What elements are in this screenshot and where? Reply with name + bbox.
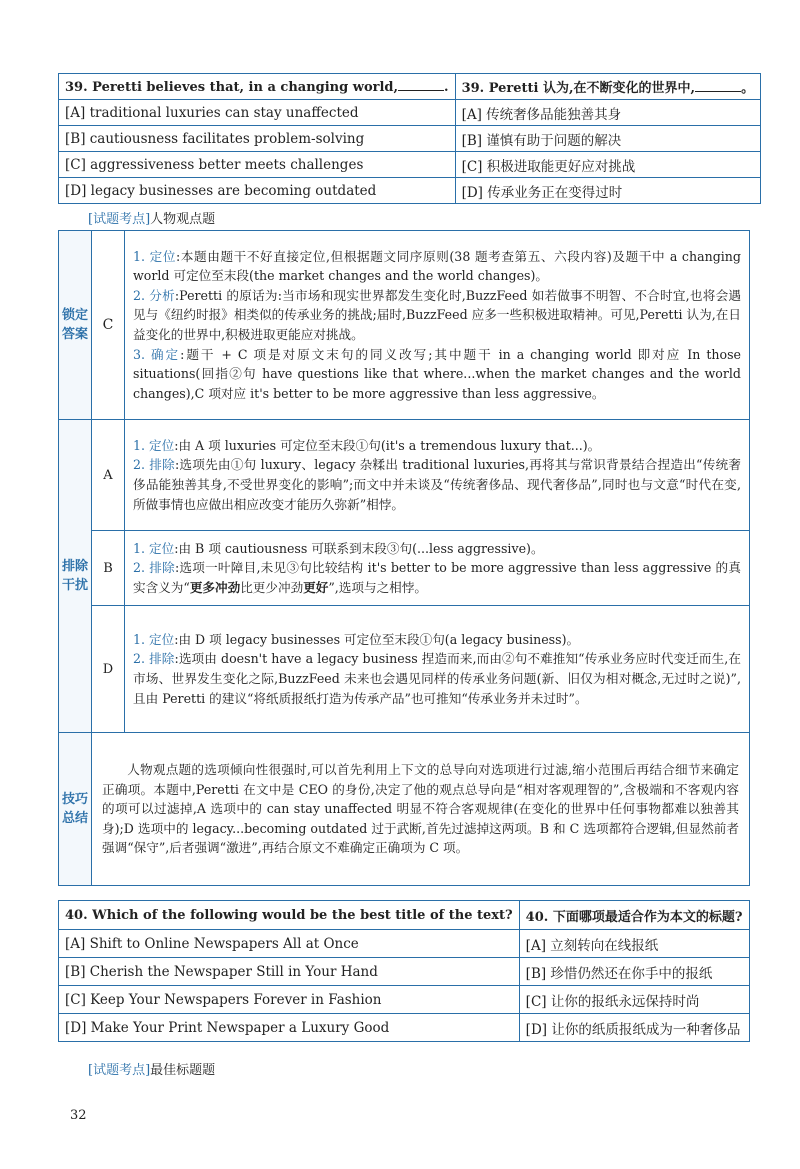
exclude-a-body xyxy=(125,420,750,531)
answer-blank xyxy=(398,78,444,91)
q40-stem-row xyxy=(59,901,750,930)
lock-answer-label: 锁定 答案 xyxy=(59,231,92,420)
analysis-table xyxy=(58,230,750,886)
q40-exam-point: [试题考点]最佳标题题 xyxy=(88,1063,216,1078)
q40-option-a-en: [A] Shift to Online Newspapers All at Once xyxy=(59,930,520,958)
q40-option-row xyxy=(59,930,750,958)
q40-option-row xyxy=(59,958,750,986)
skill-summary-body: 人物观点题的选项倾向性很强时,可以首先利用上下文的总导向对选项进行过滤,缩小范围后再结合细节来确定正确项。本题中,Peretti 在文中是 CEO 的身份,决定了他的观点总导向是“相对客观理智的”,含极端和不客观内容的项可以过滤掉,A 选项中的 can stay unaffected 明显不符合客观规律(在变化的世界中任何事物都难以独善其身);D 选项中的 legacy...becoming outdated 过于武断,首先过滤掉这两项。B 和 C 选项都符合逻辑,但显然前者强调“保守”,后者强调“激进”,再结合原文不难确定正确项为 C 项。 xyxy=(92,733,750,886)
q39-table xyxy=(58,73,761,204)
confirm-line: 3. 确定:题干 + C 项是对原文末句的同义改写;其中题干 in a changing world 即对应 In those situations(回指②句 have questions like that where...when the market changes and the world changes),C 项对应 it's better to be more aggressive than less aggressive。 xyxy=(133,346,741,401)
exclude-row-d xyxy=(59,606,750,733)
lock-answer-row xyxy=(59,231,750,420)
locate-line: 1. 定位:由 A 项 luxuries 可定位至末段①句(it's a tremendous luxury that...)。 xyxy=(133,437,601,453)
q39-option-d-en: [D] legacy businesses are becoming outdated xyxy=(59,178,456,204)
q40-stem-en: 40. Which of the following would be the best title of the text? xyxy=(59,901,520,930)
q39-stem-en: 39. Peretti believes that, in a changing world, . xyxy=(59,74,456,100)
q40-option-a-cn: [A] 立刻转向在线报纸 xyxy=(519,930,749,958)
q39-option-row xyxy=(59,152,761,178)
q39-option-d-cn: [D] 传承业务正在变得过时 xyxy=(455,178,761,204)
q40-option-b-en: [B] Cherish the Newspaper Still in Your Hand xyxy=(59,958,520,986)
exclude-label: 排除 干扰 xyxy=(59,420,92,733)
answer-blank xyxy=(695,79,741,92)
page-number: 32 xyxy=(70,1108,87,1123)
locate-line: 1. 定位:由 D 项 legacy businesses 可定位至末段①句(a legacy business)。 xyxy=(133,631,580,647)
skill-summary-label: 技巧 总结 xyxy=(59,733,92,886)
q40-option-row xyxy=(59,1014,750,1042)
q40-option-c-en: [C] Keep Your Newspapers Forever in Fashion xyxy=(59,986,520,1014)
exclude-row-b xyxy=(59,531,750,606)
q39-option-b-en: [B] cautiousness facilitates problem-solving xyxy=(59,126,456,152)
q39-option-row xyxy=(59,100,761,126)
q40-option-c-cn: [C] 让你的报纸永远保持时尚 xyxy=(519,986,749,1014)
locate-line: 1. 定位:本题由题干不好直接定位,但根据题文同序原则(38 题考查第五、六段内容)及题干中 a changing world 可定位至末段(the market changes and the world changes)。 xyxy=(133,248,741,284)
q40-option-d-en: [D] Make Your Print Newspaper a Luxury Good xyxy=(59,1014,520,1042)
lock-answer-body xyxy=(125,231,750,420)
q39-exam-point: [试题考点]人物观点题 xyxy=(88,212,216,227)
exclude-b-body xyxy=(125,531,750,606)
q39-option-c-cn: [C] 积极进取能更好应对挑战 xyxy=(455,152,761,178)
q39-option-a-en: [A] traditional luxuries can stay unaffected xyxy=(59,100,456,126)
q40-stem-cn: 40. 下面哪项最适合作为本文的标题? xyxy=(519,901,749,930)
option-letter: D xyxy=(92,606,125,733)
option-letter: B xyxy=(92,531,125,606)
locate-line: 1. 定位:由 B 项 cautiousness 可联系到末段③句(...less aggressive)。 xyxy=(133,540,544,556)
answer-letter: C xyxy=(92,231,125,420)
q40-option-row xyxy=(59,986,750,1014)
q39-option-row xyxy=(59,178,761,204)
q40-option-b-cn: [B] 珍惜仍然还在你手中的报纸 xyxy=(519,958,749,986)
q39-stem-row xyxy=(59,74,761,100)
exclude-d-body xyxy=(125,606,750,733)
skill-summary-row xyxy=(59,733,750,886)
exclude-row-a xyxy=(59,420,750,531)
q40-option-d-cn: [D] 让你的纸质报纸成为一种奢侈品 xyxy=(519,1014,749,1042)
exclude-line: 2. 排除:选项一叶障目,未见③句比较结构 it's better to be more aggressive than less aggressive 的真实含义为“更多冲劲比更少冲劲更好”,选项与之相悖。 xyxy=(133,560,741,595)
q39-option-b-cn: [B] 谨慎有助于问题的解决 xyxy=(455,126,761,152)
exclude-line: 2. 排除:选项由 doesn't have a legacy business 捏造而来,而由②句不难推知“传承业务应时代变迁而生,在市场、世界发生变化之际,BuzzFeed 未来也会遇见同样的传承业务问题(新、旧仅为相对概念,无过时之说)”,且由 Peretti 的建议“将纸质报纸打造为传承产品”也可推知“传承业务并未过时”。 xyxy=(133,651,741,706)
q39-option-c-en: [C] aggressiveness better meets challenges xyxy=(59,152,456,178)
q40-table xyxy=(58,900,750,1042)
exclude-line: 2. 排除:选项先由①句 luxury、legacy 杂糅出 traditional luxuries,再将其与常识背景结合捏造出“传统奢侈品能独善其身,不受世界变化的影响”;而文中并未谈及“传统奢侈品、现代奢侈品”,同时也与文意“时代在变,所做事情也应做出相应改变才能历久弥新”相悖。 xyxy=(133,457,741,512)
q39-stem-cn: 39. Peretti 认为,在不断变化的世界中, 。 xyxy=(455,74,761,100)
option-letter: A xyxy=(92,420,125,531)
analyze-line: 2. 分析:Peretti 的原话为:当市场和现实世界都发生变化时,BuzzFeed 如若做事不明智、不合时宜,也将会遇见与《纽约时报》相类似的传承业务的挑战;届时,BuzzFeed 应多一些积极进取精神。可见,Peretti 认为,在日益变化的世界中,积极进取更能应对挑战。 xyxy=(133,287,741,342)
q39-option-row xyxy=(59,126,761,152)
q39-option-a-cn: [A] 传统奢侈品能独善其身 xyxy=(455,100,761,126)
